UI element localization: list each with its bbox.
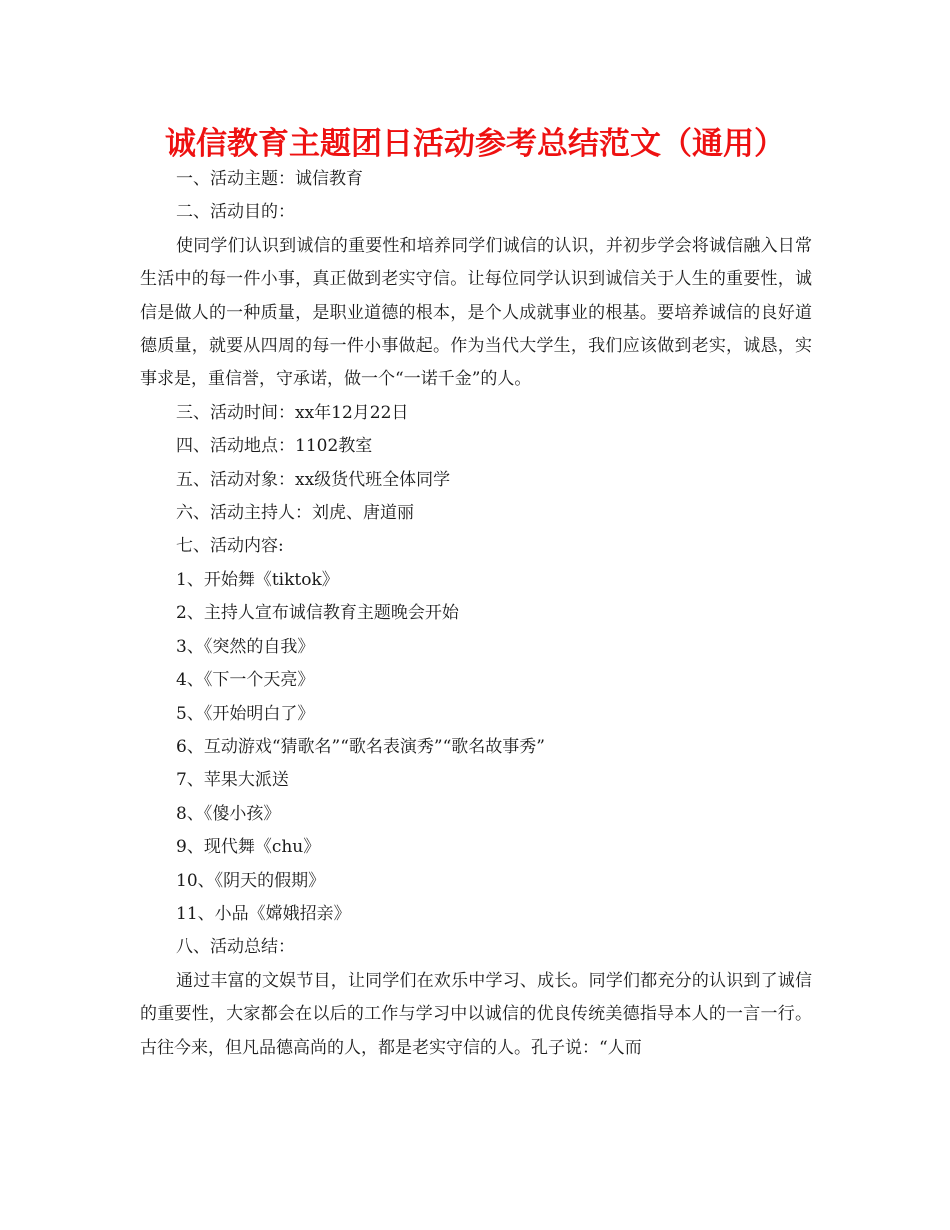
summary-paragraph: 通过丰富的文娱节目，让同学们在欢乐中学习、成长。同学们都充分的认识到了诚信的重要性，大家都会在以后的工作与学习中以诚信的优良传统美德指导本人的一言一行。古往今来，但凡品德高尚的人，都是老实守信的人。孔子说：“人而 <box>140 970 812 1058</box>
program-item: 8、《傻小孩》 <box>176 803 281 824</box>
program-item: 1、开始舞《tiktok》 <box>176 569 339 590</box>
document-body <box>140 163 812 1065</box>
program-item: 4、《下一个天亮》 <box>176 670 315 691</box>
section-heading-purpose: 二、活动目的： <box>176 202 295 223</box>
detail-audience: 五、活动对象：xx级货代班全体同学 <box>176 469 451 490</box>
program-item: 2、主持人宣布诚信教育主题晚会开始 <box>176 603 459 624</box>
program-item: 7、苹果大派送 <box>176 770 289 791</box>
program-item: 11、小品《嫦娥招亲》 <box>176 903 351 924</box>
section-heading-theme: 一、活动主题：诚信教育 <box>176 169 363 189</box>
document-title: 诚信教育主题团日活动参考总结范文（通用） <box>165 126 785 162</box>
program-item: 9、现代舞《chu》 <box>176 837 321 858</box>
program-item: 6、互动游戏“猜歌名”“歌名表演秀”“歌名故事秀” <box>176 736 545 757</box>
detail-time: 三、活动时间：xx年12月22日 <box>176 402 409 423</box>
detail-content-heading: 七、活动内容: <box>176 536 284 557</box>
detail-hosts: 六、活动主持人：刘虎、唐道丽 <box>176 503 414 524</box>
program-item: 3、《突然的自我》 <box>176 636 315 657</box>
program-item: 10、《阴天的假期》 <box>176 870 326 891</box>
purpose-paragraph: 使同学们认识到诚信的重要性和培养同学们诚信的认识，并初步学会将诚信融入日常生活中的每一件小事，真正做到老实守信。让每位同学认识到诚信关于人生的重要性，诚信是做人的一种质量，是职业道德的根本，是个人成就事业的根基。要培养诚信的良好道德质量，就要从四周的每一件小事做起。作为当代大学生，我们应该做到老实，诚恳，实事求是，重信誉，守承诺，做一个“一诺千金”的人。 <box>140 235 812 390</box>
detail-location: 四、活动地点：1102教室 <box>176 436 373 457</box>
program-item: 5、《开始明白了》 <box>176 703 315 724</box>
section-heading-summary: 八、活动总结： <box>176 937 295 958</box>
